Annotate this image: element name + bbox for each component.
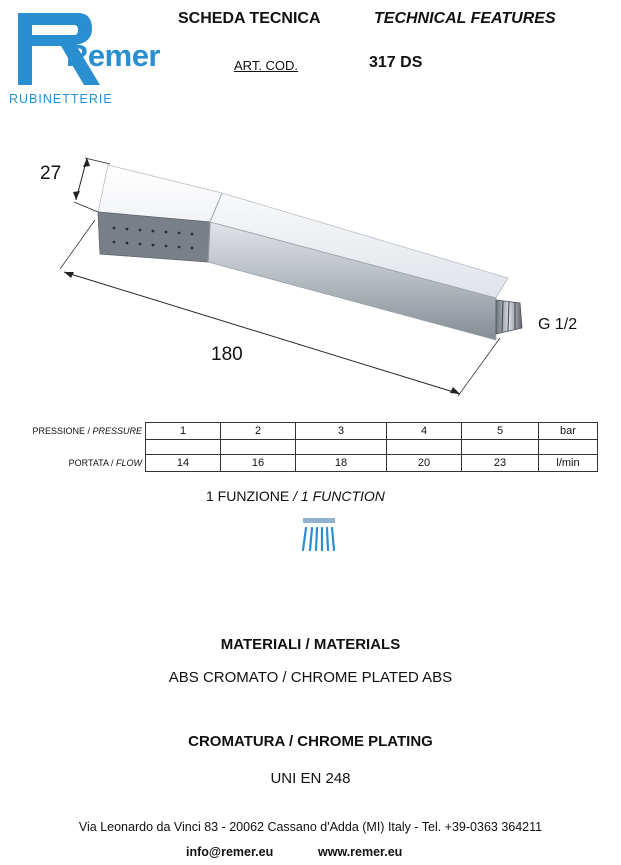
- logo-wordmark: Remer: [66, 38, 160, 73]
- plating-title: CROMATURA / CHROME PLATING: [188, 733, 433, 750]
- pressure-label: PRESSIONE / PRESSURE: [32, 426, 142, 436]
- function-label: 1 FUNZIONE / 1 FUNCTION: [206, 488, 385, 504]
- flow-row: [0, 455, 598, 472]
- flow-5: 23: [462, 455, 539, 472]
- materials-title: MATERIALI / MATERIALS: [220, 636, 401, 653]
- flow-4: 20: [387, 455, 462, 472]
- logo-subtitle: RUBINETTERIE: [9, 92, 113, 106]
- product-drawing: [30, 150, 600, 410]
- header-title-en: TECHNICAL FEATURES: [374, 10, 556, 27]
- footer-address: Via Leonardo da Vinci 83 - 20062 Cassano d'Adda (MI) Italy - Tel. +39-0363 364211: [78, 820, 543, 834]
- art-code-value: 317 DS: [369, 54, 423, 71]
- connector-label: G 1/2: [538, 316, 578, 333]
- materials-value: ABS CROMATO / CHROME PLATED ABS: [168, 669, 453, 686]
- pressure-1: 1: [146, 423, 221, 440]
- dimension-width: 27: [40, 163, 62, 184]
- pressure-2: 2: [221, 423, 296, 440]
- pressure-3: 3: [296, 423, 387, 440]
- brand-logo: [8, 8, 164, 108]
- art-code-label: ART. COD.: [234, 58, 299, 73]
- footer-email[interactable]: info@remer.eu: [186, 845, 274, 859]
- header-title-it: SCHEDA TECNICA: [178, 10, 321, 27]
- pressure-row: [0, 423, 598, 440]
- footer-website[interactable]: www.remer.eu: [318, 845, 403, 859]
- table-spacer-row: [0, 440, 598, 455]
- flow-1: 14: [146, 455, 221, 472]
- pressure-4: 4: [387, 423, 462, 440]
- pressure-unit: bar: [539, 423, 598, 440]
- flow-3: 18: [296, 455, 387, 472]
- flow-2: 16: [221, 455, 296, 472]
- pressure-5: 5: [462, 423, 539, 440]
- dimension-length: 180: [211, 344, 243, 365]
- plating-value: UNI EN 248: [270, 770, 351, 787]
- shower-spray-icon: [299, 516, 339, 554]
- spec-table: [0, 422, 598, 472]
- flow-unit: l/min: [539, 455, 598, 472]
- flow-label: PORTATA / FLOW: [68, 458, 142, 468]
